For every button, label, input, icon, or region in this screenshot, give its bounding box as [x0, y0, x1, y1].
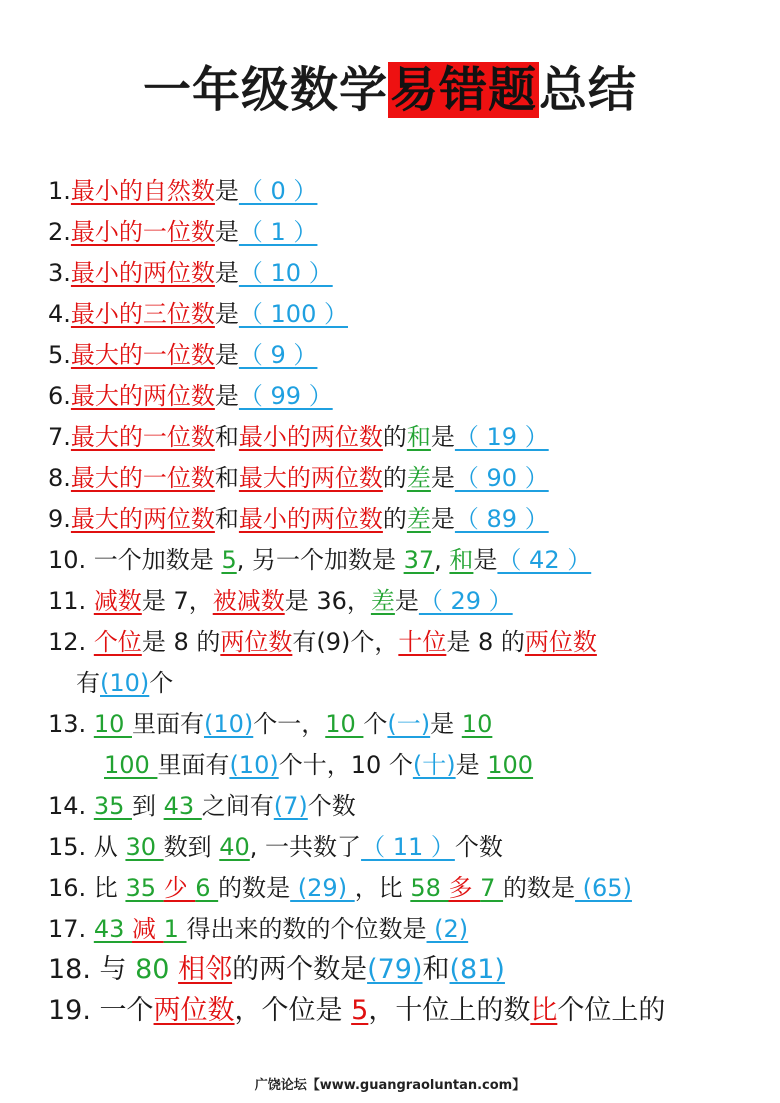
- question-line: [48, 380, 333, 412]
- question-line: [48, 995, 665, 1027]
- number-term: 80: [135, 954, 179, 985]
- answer: (7): [273, 792, 308, 820]
- question-line: [48, 872, 632, 904]
- answer: （ 100 ）: [238, 300, 348, 328]
- number-term: 100: [487, 751, 534, 779]
- plain-text: ，比: [354, 874, 411, 902]
- answer: (65): [575, 874, 632, 902]
- item-number: 9.: [48, 505, 71, 533]
- plain-text: ，个位是: [234, 995, 352, 1026]
- number-term: 差: [370, 587, 395, 615]
- answer: (29): [290, 874, 355, 902]
- question-line: [48, 175, 317, 207]
- plain-text: 里面有: [157, 751, 230, 779]
- plain-text: 是: [430, 423, 455, 451]
- plain-text: 和: [422, 954, 450, 985]
- plain-text: 是 8 的: [141, 628, 221, 656]
- key-term: 最小的三位数: [70, 300, 215, 328]
- plain-text: 是: [430, 710, 462, 738]
- plain-text: 和: [214, 464, 239, 492]
- item-number: 13.: [48, 710, 87, 738]
- key-term: 最大的两位数: [70, 505, 215, 533]
- number-term: 差: [406, 505, 431, 533]
- answer: (81): [449, 954, 505, 985]
- number-term: 5: [221, 546, 237, 574]
- plain-text: 是: [214, 341, 239, 369]
- question-line: [48, 339, 317, 371]
- question-line: [48, 790, 356, 822]
- plain-text: ,: [434, 546, 450, 574]
- key-term: 最大的两位数: [70, 382, 215, 410]
- answer: (2): [426, 915, 469, 943]
- item-number: 1.: [48, 177, 71, 205]
- plain-text: , 一共数了: [249, 833, 362, 861]
- number-term: 43: [163, 792, 202, 820]
- plain-text: , 另一个加数是: [236, 546, 404, 574]
- answer: （ 10 ）: [238, 259, 333, 287]
- item-number: 19.: [48, 995, 91, 1026]
- item-number: 7.: [48, 423, 71, 451]
- plain-text: 个: [363, 710, 388, 738]
- plain-text: 是: [214, 218, 239, 246]
- key-term: 两位数: [153, 995, 235, 1026]
- question-line: [104, 749, 533, 781]
- plain-text: 和: [214, 505, 239, 533]
- key-term: 最小的两位数: [70, 259, 215, 287]
- plain-text: 比: [86, 874, 126, 902]
- plain-text: 是: [455, 751, 488, 779]
- question-line: [48, 913, 468, 945]
- question-line: [48, 503, 549, 535]
- plain-text: 是 7，: [141, 587, 213, 615]
- answer: （ 42 ）: [497, 546, 592, 574]
- plain-text: 的两个数是: [232, 954, 368, 985]
- plain-text: 得出来的数的个位数是: [186, 915, 427, 943]
- answer: (十): [412, 751, 456, 779]
- item-number: 17.: [48, 915, 87, 943]
- number-term: 37: [403, 546, 435, 574]
- plain-text: [86, 587, 94, 615]
- number-term: 6: [195, 874, 219, 902]
- title-suffix: 总结: [539, 62, 638, 118]
- number-term: 40: [219, 833, 250, 861]
- item-number: 5.: [48, 341, 71, 369]
- item-number: 3.: [48, 259, 71, 287]
- plain-text: [86, 710, 94, 738]
- number-term: 和: [406, 423, 431, 451]
- number-term: 差: [406, 464, 431, 492]
- answer: （ 9 ）: [238, 341, 318, 369]
- question-line: [48, 626, 597, 658]
- answer: (10): [229, 751, 279, 779]
- plain-text: 里面有: [131, 710, 204, 738]
- question-line: [48, 298, 348, 330]
- number-term: 100: [104, 751, 158, 779]
- item-number: 15.: [48, 833, 87, 861]
- question-line: [48, 708, 492, 740]
- plain-text: 有: [76, 669, 100, 697]
- answer: （ 19 ）: [454, 423, 549, 451]
- number-term: 30: [125, 833, 164, 861]
- key-term: 两位数: [220, 628, 293, 656]
- number-term: 58: [410, 874, 449, 902]
- plain-text: 是: [214, 300, 239, 328]
- key-term: 最大的一位数: [70, 423, 215, 451]
- footer-watermark: 广饶论坛【www.guangraoluntan.com】: [254, 1078, 526, 1093]
- question-line: [76, 667, 173, 699]
- key-term: 最大的一位数: [70, 464, 215, 492]
- item-number: 16.: [48, 874, 87, 902]
- answer: （ 89 ）: [454, 505, 549, 533]
- answer: (10): [203, 710, 254, 738]
- plain-text: 之间有: [201, 792, 274, 820]
- item-number: 11.: [48, 587, 87, 615]
- plain-text: [86, 792, 94, 820]
- plain-text: 是: [214, 259, 239, 287]
- answer: (79): [367, 954, 423, 985]
- key-term: 最大的一位数: [70, 341, 215, 369]
- key-term: 减: [131, 915, 164, 943]
- question-line: [48, 831, 503, 863]
- plain-text: 个一，: [253, 710, 326, 738]
- answer: (一): [387, 710, 431, 738]
- answer: (10): [100, 669, 150, 697]
- item-number: 10.: [48, 546, 87, 574]
- answer: （ 99 ）: [238, 382, 333, 410]
- plain-text: 个十，10 个: [278, 751, 413, 779]
- plain-text: 个数: [307, 792, 356, 820]
- key-term: 比: [530, 995, 558, 1026]
- title-highlight: 易错题: [389, 62, 537, 118]
- plain-text: 是: [473, 546, 498, 574]
- key-term: 最大的两位数: [238, 464, 383, 492]
- key-term: 5: [351, 995, 369, 1026]
- plain-text: 个: [149, 669, 174, 697]
- plain-text: 一个: [90, 995, 154, 1026]
- key-term: 多: [448, 874, 481, 902]
- number-term: 43: [93, 915, 132, 943]
- plain-text: 的数是: [218, 874, 291, 902]
- plain-text: 的数是: [503, 874, 576, 902]
- key-term: 个位: [93, 628, 142, 656]
- plain-text: 的: [382, 423, 407, 451]
- plain-text: 和: [214, 423, 239, 451]
- key-term: 最小的两位数: [238, 505, 383, 533]
- plain-text: 是: [394, 587, 419, 615]
- item-number: 12.: [48, 628, 87, 656]
- plain-text: 是 8 的: [446, 628, 525, 656]
- key-term: 十位: [398, 628, 447, 656]
- plain-text: 是: [430, 464, 455, 492]
- plain-text: 到: [131, 792, 164, 820]
- plain-text: 从: [86, 833, 126, 861]
- item-number: 8.: [48, 464, 71, 492]
- question-line: [48, 216, 317, 248]
- answer: （ 29 ）: [418, 587, 513, 615]
- key-term: 被减数: [212, 587, 285, 615]
- plain-text: 与: [90, 954, 136, 985]
- item-number: 6.: [48, 382, 71, 410]
- question-line: [48, 544, 591, 576]
- question-line: [48, 954, 505, 986]
- plain-text: 是: [214, 177, 239, 205]
- key-term: 最小的自然数: [70, 177, 215, 205]
- number-term: 10: [93, 710, 132, 738]
- answer: （ 1 ）: [238, 218, 318, 246]
- plain-text: 数到: [163, 833, 220, 861]
- item-number: 14.: [48, 792, 87, 820]
- plain-text: 一个加数是: [86, 546, 222, 574]
- question-line: [48, 257, 333, 289]
- key-term: 最小的一位数: [70, 218, 215, 246]
- number-term: 35: [93, 792, 132, 820]
- plain-text: ，十位上的数: [368, 995, 531, 1026]
- number-term: 10: [325, 710, 364, 738]
- key-term: 少: [163, 874, 196, 902]
- answer: （ 11 ）: [361, 833, 455, 861]
- answer: （ 0 ）: [238, 177, 318, 205]
- number-term: 和: [449, 546, 474, 574]
- key-term: 两位数: [524, 628, 597, 656]
- answer: （ 90 ）: [454, 464, 549, 492]
- plain-text: 是 36，: [284, 587, 371, 615]
- item-number: 4.: [48, 300, 71, 328]
- item-number: 2.: [48, 218, 71, 246]
- plain-text: 个数: [454, 833, 503, 861]
- key-term: 减数: [93, 587, 142, 615]
- key-term: 最小的两位数: [238, 423, 383, 451]
- plain-text: 是: [430, 505, 455, 533]
- plain-text: 的: [382, 505, 407, 533]
- plain-text: 个位上的: [557, 995, 666, 1026]
- plain-text: 有(9)个，: [292, 628, 399, 656]
- key-term: 相邻: [178, 954, 233, 985]
- question-line: [48, 462, 549, 494]
- plain-text: 的: [382, 464, 407, 492]
- question-line: [48, 585, 513, 617]
- number-term: 7: [480, 874, 504, 902]
- item-number: 18.: [48, 954, 91, 985]
- number-term: 1: [163, 915, 187, 943]
- plain-text: [86, 628, 94, 656]
- number-term: 35: [125, 874, 164, 902]
- number-term: 10: [461, 710, 493, 738]
- question-line: [48, 421, 549, 453]
- plain-text: 是: [214, 382, 239, 410]
- plain-text: [86, 915, 94, 943]
- title-prefix: 一年级数学: [142, 62, 388, 118]
